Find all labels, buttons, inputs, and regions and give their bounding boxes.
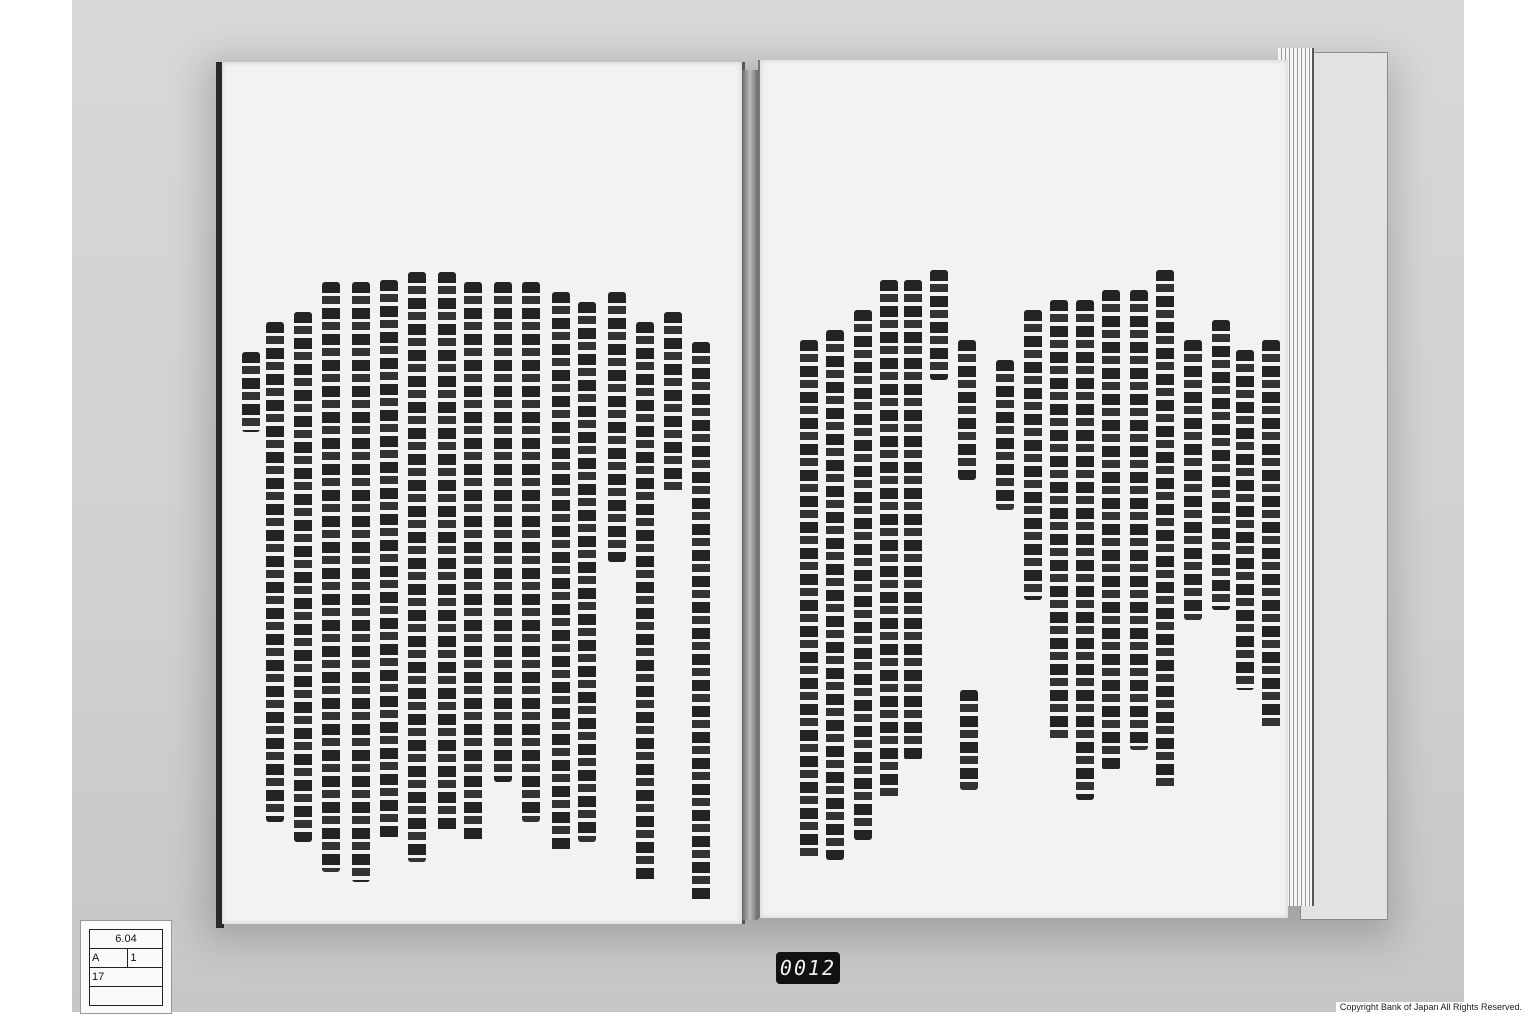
handwritten-column xyxy=(1156,270,1174,790)
handwritten-column xyxy=(960,690,978,790)
handwritten-column xyxy=(266,322,284,822)
left-page-handwriting xyxy=(242,262,712,912)
handwritten-column xyxy=(408,272,426,862)
handwritten-column xyxy=(800,340,818,860)
left-page xyxy=(222,62,745,924)
handwritten-column xyxy=(880,280,898,800)
handwritten-column xyxy=(294,312,312,842)
handwritten-column xyxy=(1262,340,1280,730)
handwritten-column xyxy=(1102,290,1120,770)
handwritten-column xyxy=(438,272,456,832)
handwritten-column xyxy=(1024,310,1042,600)
catalog-blank-row xyxy=(90,987,163,1006)
handwritten-column xyxy=(664,312,682,492)
book-gutter xyxy=(742,70,758,920)
handwritten-column xyxy=(352,282,370,882)
right-page-handwriting xyxy=(800,210,1270,870)
copyright-notice: Copyright Bank of Japan All Rights Reserved. xyxy=(1336,1002,1526,1012)
catalog-item: 17 xyxy=(90,968,163,987)
handwritten-column xyxy=(464,282,482,842)
handwritten-column xyxy=(826,330,844,860)
frame-number: 0012 xyxy=(776,952,840,984)
handwritten-column xyxy=(322,282,340,872)
handwritten-column xyxy=(494,282,512,782)
handwritten-column xyxy=(522,282,540,822)
handwritten-column xyxy=(1212,320,1230,610)
catalog-label-table xyxy=(89,929,163,1006)
handwritten-column xyxy=(1130,290,1148,750)
handwritten-column xyxy=(242,352,260,432)
handwritten-column xyxy=(1076,300,1094,800)
handwritten-column xyxy=(1184,340,1202,620)
catalog-volume: 1 xyxy=(128,949,163,968)
catalog-series: A xyxy=(90,949,128,968)
handwritten-column xyxy=(636,322,654,882)
handwritten-column xyxy=(578,302,596,842)
handwritten-column xyxy=(692,342,710,902)
right-page xyxy=(758,60,1288,918)
handwritten-column xyxy=(930,270,948,380)
catalog-number: 6.04 xyxy=(90,930,163,949)
handwritten-column xyxy=(1236,350,1254,690)
catalog-label xyxy=(80,920,172,1014)
handwritten-column xyxy=(380,280,398,840)
handwritten-column xyxy=(552,292,570,852)
handwritten-column xyxy=(1050,300,1068,740)
handwritten-column xyxy=(608,292,626,562)
handwritten-column xyxy=(996,360,1014,510)
handwritten-column xyxy=(958,340,976,480)
handwritten-column xyxy=(904,280,922,760)
handwritten-column xyxy=(854,310,872,840)
